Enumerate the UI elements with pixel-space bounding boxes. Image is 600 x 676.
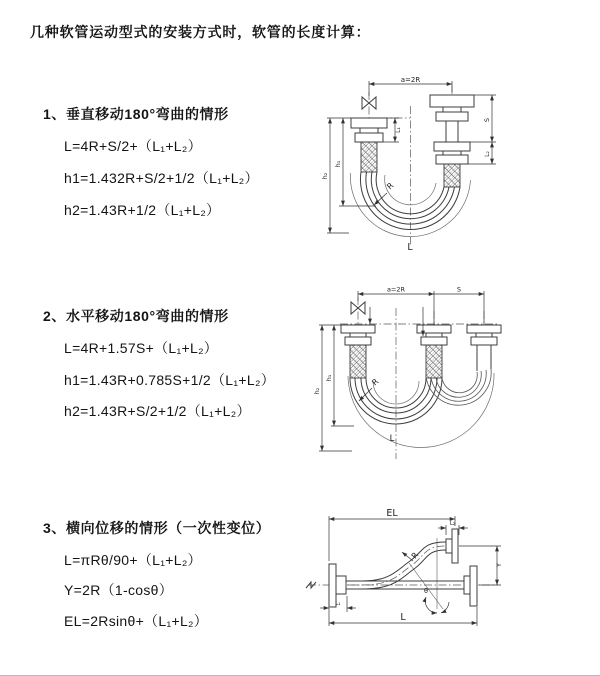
section-1-heading: 1、垂直移动180°弯曲的情形: [43, 106, 229, 122]
section-1-formula-h1: h1=1.432R+S/2+1/2（L₁+L₂）: [64, 170, 259, 186]
dim-label-h2: h₂: [313, 387, 321, 395]
length-label: L: [400, 612, 406, 623]
s-curve-hose: [347, 542, 446, 589]
diagram-lateral-displacement: [298, 505, 598, 655]
section-2-heading: 2、水平移动180°弯曲的情形: [43, 308, 229, 324]
section-3-formula-L: L=πRθ/90+（L₁+L₂）: [64, 552, 202, 568]
pipe-3: [467, 325, 501, 371]
dim-label-l1: L₁: [395, 127, 402, 133]
length-label: L: [389, 434, 395, 444]
dimension-lines: [313, 286, 484, 452]
radius-label: R: [385, 180, 396, 192]
section-1-formula-L: L=4R+S/2+（L₁+L₂）: [64, 138, 202, 154]
braided-hose-section: [444, 164, 460, 187]
dim-label-l1: L₁: [335, 601, 341, 607]
braided-hose-section: [361, 142, 377, 172]
hose-u-bend-original: [348, 373, 494, 448]
dim-label-l2: L₂: [484, 151, 491, 157]
pipe-1: [341, 325, 375, 378]
diagram-vertical-180-bend: [318, 76, 588, 261]
dim-label-h1: h₁: [334, 160, 342, 168]
section-3-heading: 3、横向位移的情形（一次性变位）: [43, 520, 271, 536]
page-title: 几种软管运动型式的安装方式时，软管的长度计算：: [30, 24, 371, 40]
dim-label-s: S: [483, 117, 491, 123]
braided-hose-section: [426, 345, 442, 378]
theta-label: θ: [424, 587, 428, 595]
right-flange-displaced-position: [446, 529, 458, 563]
right-pipe: [430, 95, 474, 187]
pipe-2: [417, 325, 451, 378]
radius-label: R: [409, 550, 421, 561]
section-3-formula-EL: EL=2Rsinθ+（L₁+L₂）: [64, 613, 209, 629]
dim-label-el: EL: [386, 508, 398, 519]
dim-label-span: a=2R: [400, 76, 421, 84]
construction-diagonal: [409, 563, 443, 609]
diagram-horizontal-180-bend: [312, 283, 596, 465]
length-label: L: [407, 242, 413, 253]
section-2-formula-h1: h1=1.43R+0.785S+1/2（L₁+L₂）: [64, 372, 275, 388]
radius-label: R: [370, 376, 381, 388]
dim-label-h2: h₂: [321, 172, 329, 180]
braided-hose-section: [350, 345, 366, 378]
section-2-formula-h2: h2=1.43R+S/2+1/2（L₁+L₂）: [64, 403, 251, 419]
dim-label-h1: h₁: [325, 374, 333, 382]
section-2-formula-L: L=4R+1.57S+（L₁+L₂）: [64, 340, 219, 356]
section-3-formula-Y: Y=2R（1-cosθ）: [64, 582, 174, 598]
dim-label-span: a=2R: [386, 285, 406, 294]
dim-label-l2: L₂: [449, 521, 456, 527]
right-flange-straight-position: [464, 566, 477, 606]
dim-label-s: S: [456, 285, 462, 294]
left-pipe: [351, 118, 387, 172]
dim-label-y: Y: [495, 563, 503, 567]
section-1-formula-h2: h2=1.43R+1/2（L₁+L₂）: [64, 202, 221, 218]
